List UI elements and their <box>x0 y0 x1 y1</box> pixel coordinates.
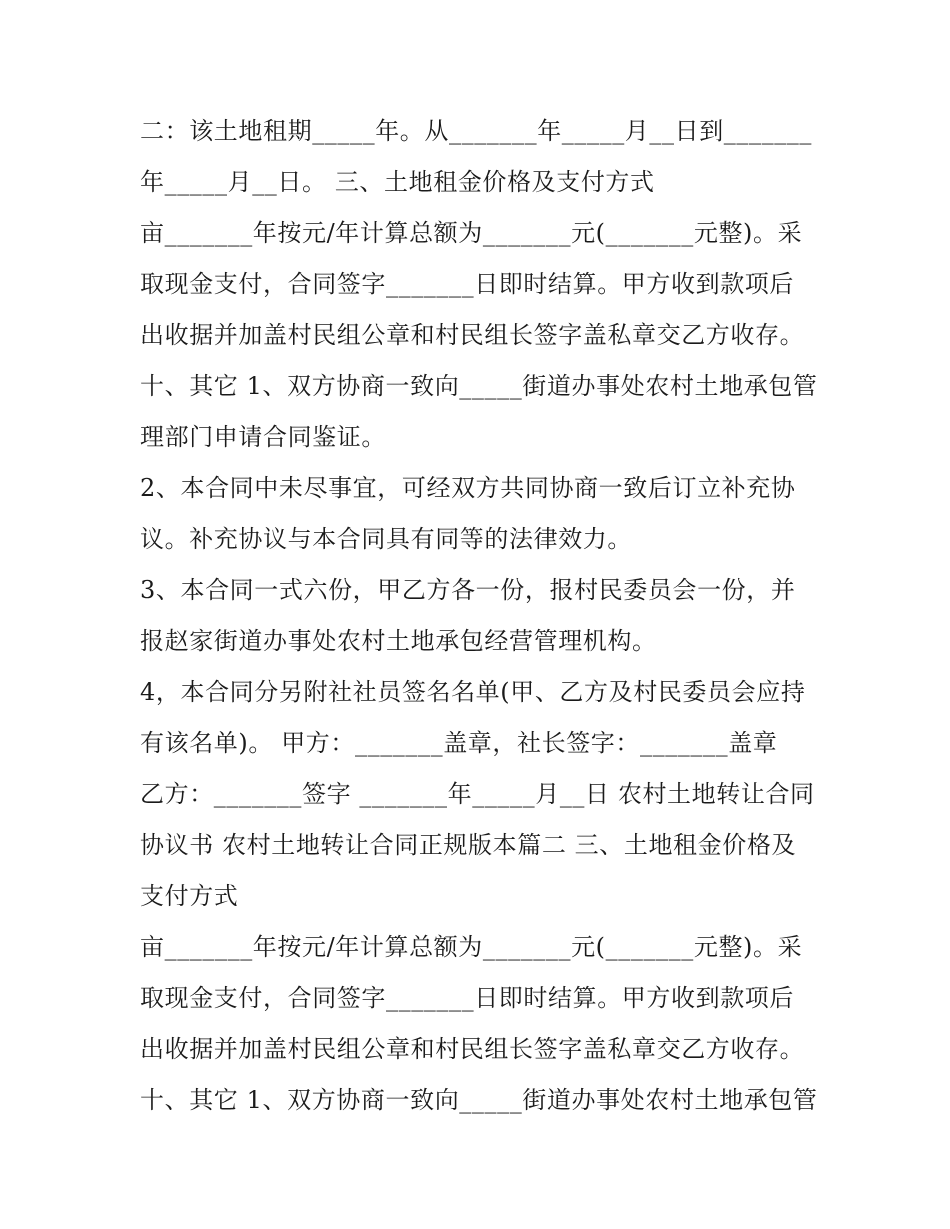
text-line: 理部门申请合同鉴证。 <box>140 423 386 451</box>
text-line: 2、本合同中未尽事宜，可经双方共同协商一致后订立补充协 <box>140 474 796 502</box>
text-line: 4，本合同分另附社社员签名名单(甲、乙方及村民委员会应持 <box>140 678 806 706</box>
text-line: 报赵家街道办事处农村土地承包经营管理机构。 <box>140 627 657 655</box>
text-line: 亩_______年按元/年计算总额为_______元(_______元整)。采 <box>140 933 803 961</box>
text-line: 支付方式 <box>140 882 239 910</box>
text-line: 出收据并加盖村民组公章和村民组长签字盖私章交乙方收存。 <box>140 1035 805 1063</box>
text-line: 乙方：_______签字 _______年_____月__日 农村土地转让合同 <box>140 780 815 808</box>
text-line: 出收据并加盖村民组公章和村民组长签字盖私章交乙方收存。 <box>140 321 805 349</box>
text-line: 3、本合同一式六份，甲乙方各一份，报村民委员会一份，并 <box>140 576 796 604</box>
text-line: 年_____月__日。 三、土地租金价格及支付方式 <box>140 168 655 196</box>
text-line: 二：该土地租期_____年。从_______年_____月__日到_______ <box>140 117 812 145</box>
text-line: 有该名单)。 甲方：_______盖章，社长签字：_______盖章 <box>140 729 778 757</box>
text-line: 十、其它 1、双方协商一致向_____街道办事处农村土地承包管 <box>140 372 818 400</box>
text-line: 亩_______年按元/年计算总额为_______元(_______元整)。采 <box>140 219 803 247</box>
document-body <box>140 106 820 1126</box>
text-line: 取现金支付，合同签字_______日即时结算。甲方收到款项后 <box>140 270 794 298</box>
text-line: 议。补充协议与本合同具有同等的法律效力。 <box>140 525 632 553</box>
text-line: 取现金支付，合同签字_______日即时结算。甲方收到款项后 <box>140 984 794 1012</box>
text-line: 十、其它 1、双方协商一致向_____街道办事处农村土地承包管 <box>140 1086 818 1114</box>
text-line: 协议书 农村土地转让合同正规版本篇二 三、土地租金价格及 <box>140 831 797 859</box>
